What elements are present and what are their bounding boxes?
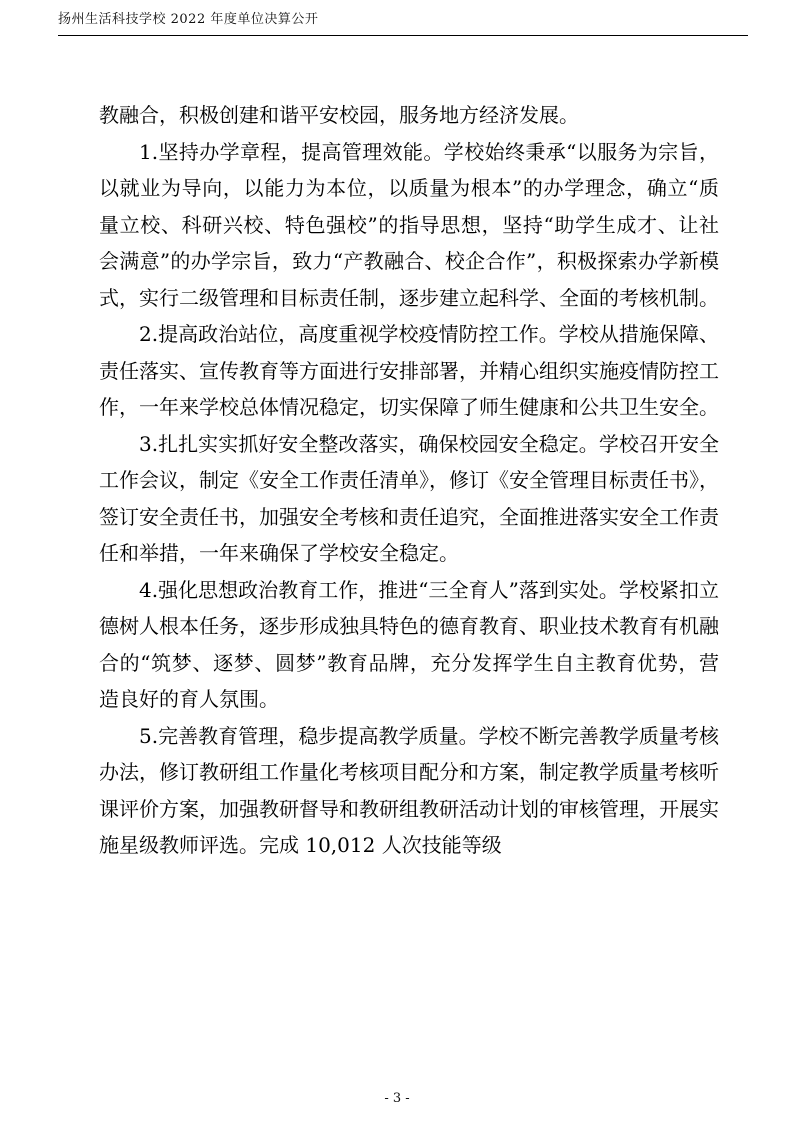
document-body xyxy=(99,97,719,864)
paragraph-continuation: 教融合，积极创建和谐平安校园，服务地方经济发展。 xyxy=(99,103,579,127)
paragraph-item-2: 2.提高政治站位，高度重视学校疫情防控工作。学校从措施保障、责任落实、宣传教育等方面进行安排部署，并精心组织实施疫情防控工作，一年来学校总体情况稳定，切实保障了师生健康和公共卫生安全。 xyxy=(99,322,719,419)
paragraph-item-3: 3.扎扎实实抓好安全整改落实，确保校园安全稳定。学校召开安全工作会议，制定《安全工作责任清单》，修订《安全管理目标责任书》，签订安全责任书，加强安全考核和责任追究，全面推进落实安全工作责任和举措，一年来确保了学校安全稳定。 xyxy=(99,431,719,565)
paragraph-item-5: 5.完善教育管理，稳步提高教学质量。学校不断完善教学质量考核办法，修订教研组工作量化考核项目配分和方案，制定教学质量考核听课评价方案，加强教研督导和教研组教研活动计划的审核管理，开展实施星级教师评选。完成 10,012 人次技能等级 xyxy=(99,723,719,857)
paragraph-item-4: 4.强化思想政治教育工作，推进“三全育人”落到实处。学校紧扣立德树人根本任务，逐步形成独具特色的德育教育、职业技术教育有机融合的“筑梦、逐梦、圆梦”教育品牌，充分发挥学生自主教育优势，营造良好的育人氛围。 xyxy=(99,577,719,711)
paragraph-item-1: 1.坚持办学章程，提高管理效能。学校始终秉承“以服务为宗旨，以就业为导向，以能力为本位，以质量为根本”的办学理念，确立“质量立校、科研兴校、特色强校”的指导思想，坚持“助学生成才、让社会满意”的办学宗旨，致力“产教融合、校企合作”，积极探索办学新模式，实行二级管理和目标责任制，逐步建立起科学、全面的考核机制。 xyxy=(99,139,719,310)
running-header: 扬州生活科技学校 2022 年度单位决算公开 xyxy=(58,12,319,27)
header-divider xyxy=(58,35,748,36)
page-number: - 3 - xyxy=(384,1091,410,1106)
